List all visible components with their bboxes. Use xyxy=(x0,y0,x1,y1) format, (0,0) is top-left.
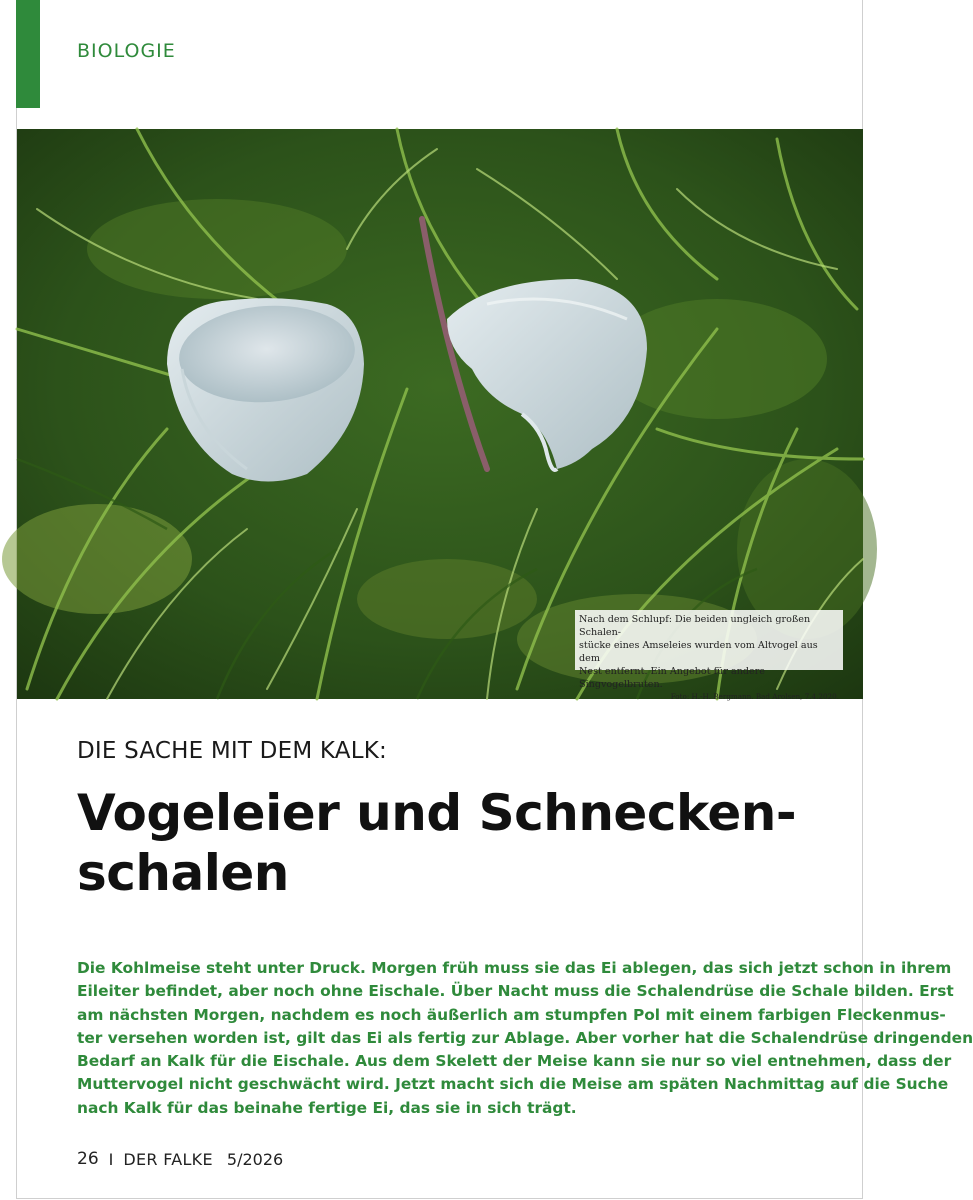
footer-separator: I xyxy=(108,1149,114,1169)
article-headline xyxy=(77,783,837,903)
lead-line: Bedarf an Kalk für die Eischale. Aus dem Skelett der Meise kann sie nur so viel entnehmen, dass der xyxy=(77,1052,952,1071)
page-footer xyxy=(77,1149,283,1169)
page-number: 26 xyxy=(77,1149,99,1169)
section-label: BIOLOGIE xyxy=(77,40,176,62)
lead-line: Muttervogel nicht geschwächt wird. Jetzt macht sich die Meise am späten Nachmittag auf die Suche xyxy=(77,1075,949,1094)
article-kicker: DIE SACHE MIT DEM KALK: xyxy=(77,738,387,764)
issue-number: 5/2026 xyxy=(226,1149,284,1169)
lead-line: am nächsten Morgen, nachdem es noch äußerlich am stumpfen Pol mit einem farbigen Fleckenmus- xyxy=(77,1005,946,1024)
lead-line: ter versehen worden ist, gilt das Ei als fertig zur Ablage. Aber vorher hat die Schalendrüse dringenden xyxy=(77,1028,973,1047)
headline-line: Vogeleier und Schnecken- xyxy=(77,784,797,842)
lead-line: nach Kalk für das beinahe fertige Ei, das sie in sich trägt. xyxy=(77,1098,577,1117)
section-color-bar xyxy=(16,0,40,108)
headline-line: schalen xyxy=(77,844,289,902)
lead-line: Die Kohlmeise steht unter Druck. Morgen früh muss sie das Ei ablegen, das sich jetzt schon in ihrem xyxy=(77,959,952,977)
lead-line: Eileiter befindet, aber noch ohne Eischale. Über Nacht muss die Schalendrüse die Schale bilden. Erst xyxy=(77,982,954,1001)
photo-caption xyxy=(575,610,843,701)
photo-credit: Foto: H.-H. Bergmann. Bad Arolsen, 7.4.2020. xyxy=(670,692,839,701)
caption-line: Nest entfernt. Ein Angebot für andere Singvogelbruten. xyxy=(579,666,765,690)
caption-line: Nach dem Schlupf: Die beiden ungleich großen Schalen- xyxy=(579,614,811,638)
caption-line: stücke eines Amseleies wurden vom Altvogel aus dem xyxy=(579,640,818,664)
article-lead xyxy=(77,957,973,1120)
magazine-name: DER FALKE xyxy=(123,1149,213,1169)
